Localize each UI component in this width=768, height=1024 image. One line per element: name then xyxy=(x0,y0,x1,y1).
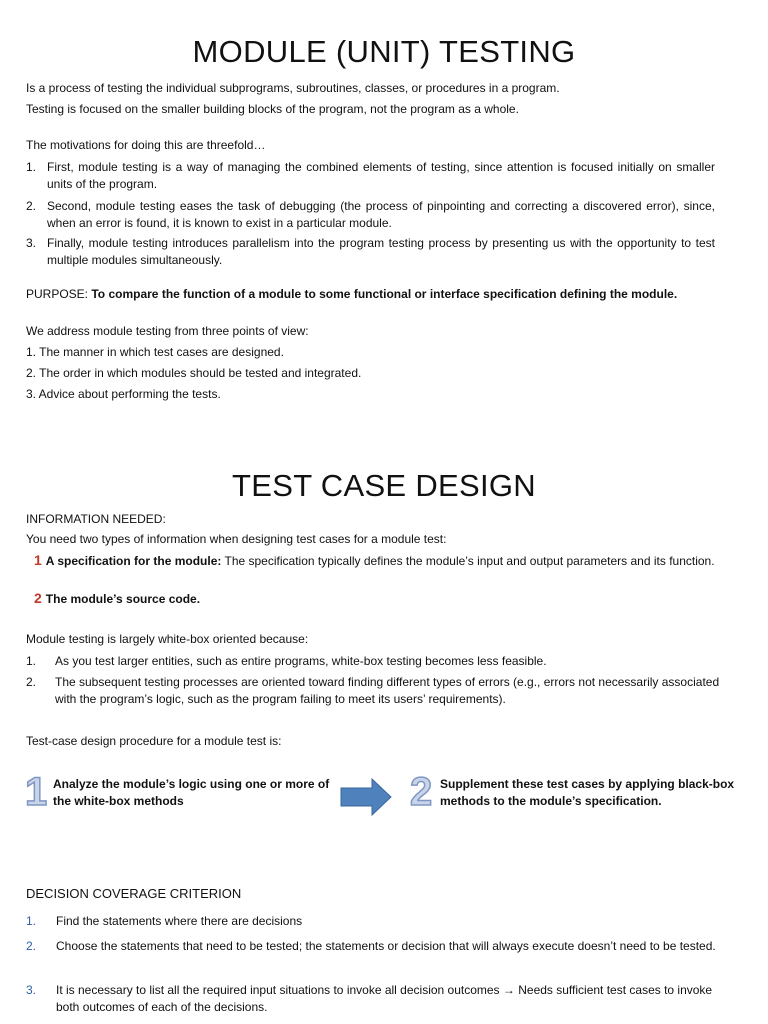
info-item xyxy=(26,552,726,570)
purpose-text: To compare the function of a module to some functional or interface specification defining the module. xyxy=(91,287,678,301)
whitebox-item: The subsequent testing processes are oriented toward finding different types of errors (e.g., errors not necessarily associated with the program’s logic, such as the program failing to meet its users’ requirements). xyxy=(55,675,720,706)
step-2-numeral: 2 xyxy=(410,770,433,814)
motivation-item: Second, module testing eases the task of debugging (the process of pinpointing and correcting a discovered error), since, when an error is found, it is known to exist in a particular module. xyxy=(47,199,715,230)
purpose-label: PURPOSE: xyxy=(26,287,89,301)
whitebox-lead: Module testing is largely white-box oriented because: xyxy=(26,632,309,646)
view-item: 1. The manner in which test cases are designed. xyxy=(26,345,284,359)
step-2-text: Supplement these test cases by applying black-box methods to the module’s specification. xyxy=(440,777,735,808)
decision-item: Choose the statements that need to be tested; the statements or decision that will always execute doesn’t need to be tested. xyxy=(56,939,716,953)
page-title: MODULE (UNIT) TESTING xyxy=(192,34,576,69)
view-item: 2. The order in which modules should be tested and integrated. xyxy=(26,366,362,380)
info-item-bold: The module’s source code. xyxy=(45,592,201,606)
whitebox-number: 1. xyxy=(26,654,37,668)
section-title: TEST CASE DESIGN xyxy=(232,468,536,503)
whitebox-number: 2. xyxy=(26,675,37,689)
info-item-text: The specification typically defines the module’s input and output parameters and its function. xyxy=(221,554,715,568)
decision-number: 3. xyxy=(26,983,37,997)
whitebox-item: As you test larger entities, such as entire programs, white-box testing becomes less feasible. xyxy=(55,654,547,668)
red-number-marker: 1 xyxy=(34,552,42,568)
info-heading: INFORMATION NEEDED: xyxy=(26,512,166,526)
views-lead: We address module testing from three points of view: xyxy=(26,324,309,338)
motivation-lead: The motivations for doing this are threefold… xyxy=(26,138,266,152)
motivation-number: 3. xyxy=(26,236,37,250)
motivation-number: 1. xyxy=(26,160,37,174)
intro-line-2: Testing is focused on the smaller building blocks of the program, not the program as a whole. xyxy=(26,102,519,116)
step-1-text: Analyze the module’s logic using one or more of the white-box methods xyxy=(53,777,330,808)
arrow-right-icon xyxy=(340,778,392,816)
red-number-marker: 2 xyxy=(34,590,42,606)
decision-item: It is necessary to list all the required input situations to invoke all decision outcomes → Needs sufficient test cases to invoke both outcomes of each of the decisions. xyxy=(56,983,713,1014)
motivation-item: Finally, module testing introduces parallelism into the program testing process by presenting us with the opportunity to test multiple modules simultaneously. xyxy=(47,236,715,267)
intro-line-1: Is a process of testing the individual subprograms, subroutines, classes, or procedures in a program. xyxy=(26,81,560,95)
view-item: 3. Advice about performing the tests. xyxy=(26,387,221,401)
decision-item: Find the statements where there are decisions xyxy=(56,914,303,928)
info-item xyxy=(26,590,726,607)
decision-coverage-heading: DECISION COVERAGE CRITERION xyxy=(26,886,242,901)
info-lead: You need two types of information when designing test cases for a module test: xyxy=(26,532,447,546)
procedure-lead: Test-case design procedure for a module test is: xyxy=(26,734,282,748)
decision-number: 1. xyxy=(26,914,37,928)
decision-number: 2. xyxy=(26,939,37,953)
info-item-bold: A specification for the module: xyxy=(45,554,222,568)
step-1-numeral: 1 xyxy=(25,770,48,814)
purpose-line xyxy=(26,286,726,302)
motivation-item: First, module testing is a way of managing the combined elements of testing, since attention is focused initially on smaller units of the program. xyxy=(47,160,715,191)
motivation-number: 2. xyxy=(26,199,37,213)
